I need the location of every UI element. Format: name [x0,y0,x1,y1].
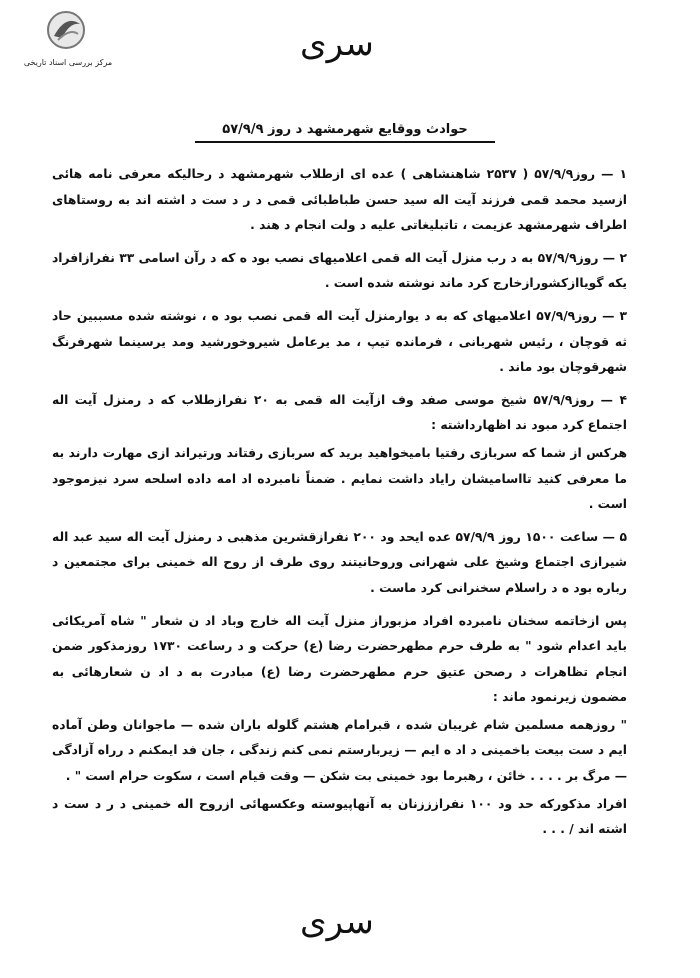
classification-stamp-bottom: سری [300,902,374,942]
paragraph-5-continued: پس ازخاتمه سخنان نامبرده افراد مزبوراز منزل آیت اله خارج وباد اد ن شعار " شاه آمریکائی باید اعدام شود " به طرف حرم مطهرحضرت رضا (ع) حرکت و د رساعت ۱۷۳۰ روزمذکور ضمن انجام تظاهرات د رصحن عتیق حرم مطهرحضرت رضا (ع) مبادرت به د اد ن شعارهائی به مضمون زیرنمود ماند : [52,613,627,705]
document-title: حوادث ووقایع شهرمشهد د روز ۵۷/۹/۹ [195,122,495,143]
paragraph-3: ۳ — روز۵۷/۹/۹ اعلامیهای که به د یوارمنزل آیت اله قمی نصب بود ه ، نوشته شده مسببین حاد ثه قوچان ، رئیس شهربانی ، فرمانده تیپ ، مد یرعامل شیروخورشید ومد یرسینما شهرفرنگ شهرقوچان بود ماند . [52,308,627,375]
closing-paragraph: افراد مذکورکه حد ود ۱۰۰ نفرازززنان به آنهاپیوسته وعکسهائی ازروح اله خمینی د ر د ست د اشته اند / . . . [52,796,627,837]
document-body [52,162,627,850]
paragraph-4: ۴ — روز۵۷/۹/۹ شیخ موسی صفد وف ازآیت اله قمی به ۲۰ نفرازطلاب که د رمنزل آیت اله اجتماع کرد مبود ند اظهارداشته : [52,392,627,433]
archive-logo-text: مرکز بررسی اسناد تاریخی [23,58,113,67]
paragraph-4-quote: هرکس از شما که سربازی رفتیا بامیخواهید برید که سربازی رفتاند ورتیراند ازی مهارت دارند به ما معرفی کنید تااسامیشان رایاد داشت نمایم . ضمناً نامبرده اد امه داده اسلحه سرد نیزموجود است . [52,445,627,512]
archive-logo [8,8,128,72]
paragraph-2: ۲ — روز۵۷/۹/۹ به د رب منزل آیت اله قمی اعلامیهای نصب بود ه که د رآن اسامی ۳۳ نفرازافراد یکه گویاازکشورازخارج کرد ماند نوشته شده است . [52,250,627,291]
paragraph-5: ۵ — ساعت ۱۵۰۰ روز ۵۷/۹/۹ عده ایحد ود ۲۰۰ نفرازقشرین مذهبی د رمنزل آیت اله سید عبد اله شیرازی اجتماع وشیخ علی شهرانی وروحانیتند روی طرف از روح اله خمینی برای مجتمعین د رباره بود ه د راسلام سخنرانی کرد ماست . [52,529,627,595]
archive-emblem-icon [44,8,88,52]
slogans-quote: " روزهمه مسلمین شام غریبان شده ، قبرامام هشتم گلوله باران شده — ماجوانان وطن آماده ایم د ست بیعت باخمینی د اد ه ایم — زیربارستم نمی کنم زندگی ، جان فد ایمکنم د رراه آزادگی — مرگ بر . . . . خائن ، رهبرما بود خمینی بت شکن — وقت قیام است ، سکوت حرام است " . [52,717,627,784]
paragraph-1: ۱ — روز۵۷/۹/۹ ( ۲۵۳۷ شاهنشاهی ) عده ای ازطلاب شهرمشهد د رحالیکه معرفی نامه هائی ازسید محمد قمی فرزند آیت اله سید حسن طباطبائی قمی د ر د ست د اشته اند به روستاهای اطراف شهرمشهد عزیمت ، تاتبلیغاتی علیه د ولت انجام د هند . [52,167,627,233]
classification-stamp-top: سری [300,24,374,64]
